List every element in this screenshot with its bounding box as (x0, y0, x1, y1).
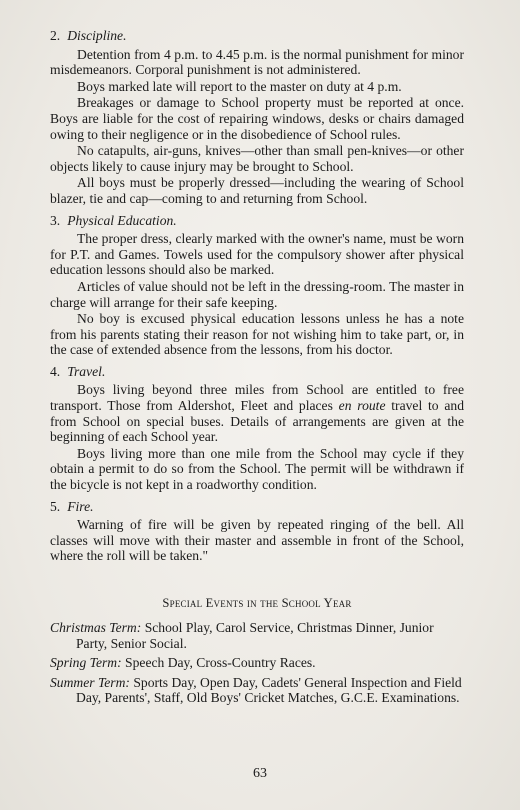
rules-column (50, 28, 464, 570)
paragraph: Breakages or damage to School property must be reported at once. Boys are liable for the cost of repairing windows, desks or chairs damaged owing to their negligence or in the disobedience of School rules. (50, 95, 464, 142)
section-discipline (50, 28, 464, 207)
section-travel (50, 364, 464, 493)
paragraph (50, 382, 464, 444)
event-item (50, 655, 464, 671)
paragraph: No catapults, air-guns, knives—other than small pen-knives—or other objects likely to cause injury may be brought to School. (50, 143, 464, 174)
paragraph: Boys living more than one mile from the School may cycle if they obtain a permit to do so from the School. The permit will be withdrawn if the bicycle is not kept in a roadworthy condition. (50, 445, 464, 493)
section-title: Discipline. (67, 28, 127, 43)
event-item (50, 675, 464, 706)
section-heading (50, 364, 464, 380)
event-text: Speech Day, Cross-Country Races. (125, 655, 316, 671)
paragraph: No boy is excused physical education lessons unless he has a note from his parents stating their reason for not wishing him to take part, or, in the case of extended absence from the lessons, from his doctor. (50, 311, 464, 358)
events-list (50, 620, 464, 710)
paragraph: Detention from 4 p.m. to 4.45 p.m. is the normal punishment for minor misdemeanors. Corporal punishment is not administered. (50, 46, 464, 78)
paragraph: The proper dress, clearly marked with the owner's name, must be worn for P.T. and Games. Towels used for the compulsory shower after physical education lessons should also be marked. (50, 231, 464, 278)
section-heading (50, 213, 464, 229)
section-heading (50, 499, 464, 515)
section-fire (50, 499, 464, 564)
paragraph-text: travel to and from School on special buses. Details of arrangements are given at the beginning of each School year. (50, 398, 464, 445)
paragraph: Articles of value should not be left in the dressing-room. The master in charge will arrange for their safe keeping. (50, 278, 464, 310)
section-number: 4. (50, 363, 61, 379)
section-title: Fire. (67, 498, 94, 514)
paragraph-text: Boys living beyond three miles from School are entitled to free transport. Those from Aldershot, Fleet and places (50, 382, 464, 414)
section-number: 3. (50, 212, 61, 228)
section-number: 2. (50, 28, 61, 43)
paragraph: All boys must be properly dressed—including the wearing of School blazer, tie and cap—coming to and returning from School. (50, 175, 464, 206)
italic-phrase: en route (338, 398, 386, 414)
paragraph: Warning of fire will be given by repeated ringing of the bell. All classes will move with their master and assemble in front of the School, where the roll will be taken." (50, 517, 464, 564)
event-term: Spring Term: (50, 655, 122, 671)
section-heading (50, 28, 464, 44)
event-term: Summer Term: (50, 674, 130, 690)
event-item (50, 620, 464, 651)
events-heading: Special Events in the School Year (162, 596, 352, 610)
event-term: Christmas Term: (50, 620, 142, 635)
event-text: Sports Day, Open Day, Cadets' General Inspection and Field Day, Parents', Staff, Old Boys' Cricket Matches, G.C.E. Examinations. (76, 674, 462, 706)
paragraph: Boys marked late will report to the master on duty at 4 p.m. (77, 78, 402, 94)
section-physical-education (50, 213, 464, 358)
section-title: Travel. (67, 363, 106, 379)
event-text: School Play, Carol Service, Christmas Dinner, Junior Party, Senior Social. (76, 620, 434, 651)
section-title: Physical Education. (67, 212, 177, 228)
page-number: 63 (253, 766, 267, 781)
section-number: 5. (50, 498, 61, 514)
